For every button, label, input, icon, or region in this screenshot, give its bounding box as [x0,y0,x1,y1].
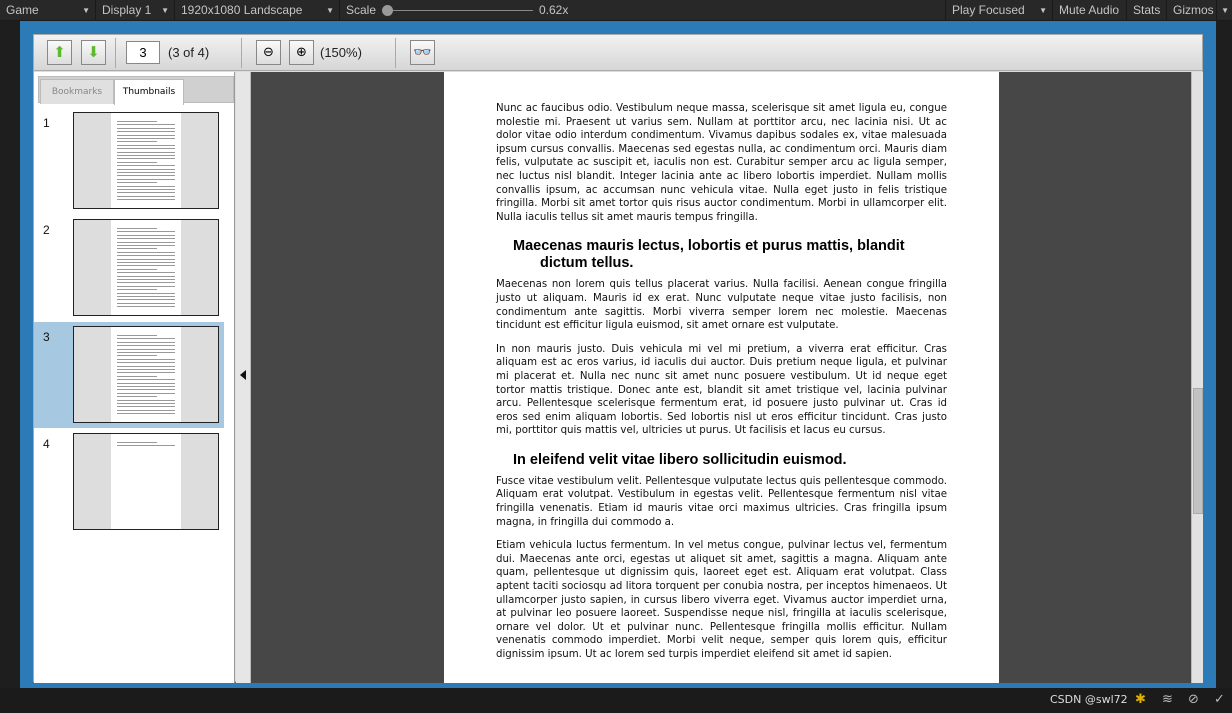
thumbnail-text-line [117,335,157,336]
thumbnail-page [111,434,181,529]
thumbnail-text-line [117,296,175,297]
arrow-down-icon: ⬇ [87,43,100,61]
resolution-dropdown[interactable] [175,0,340,21]
thumbnail-number: 3 [43,330,50,344]
thumbnail-item[interactable] [34,429,224,535]
thumbnail-text-line [117,413,175,414]
game-view-toolbar [0,0,1232,21]
paragraph: Maecenas non lorem quis tellus placerat varius. Nulla facilisi. Aenean congue fringilla justo ut aliquam. Mauris id ex erat. Nunc vulputate neque vitae justo facilisis, non condimentum ante sagittis. Morbi viverra semper lorem nec molestie. Maecenas tincidunt est efficitur ligula euismod, sit amet ornare est vulputate. [496,279,947,332]
thumbnail-number: 2 [43,223,50,237]
thumbnail-text-line [117,269,157,270]
thumbnail-text-line [117,155,175,156]
game-tab-dropdown[interactable] [0,0,96,21]
mute-audio-button[interactable]: Mute Audio [1053,0,1127,21]
thumbnail-text-line [117,276,175,277]
thumbnail-text-line [117,403,175,404]
network-icon: ⊘ [1188,692,1199,707]
play-focused-label: Play Focused [952,3,1025,17]
side-panel-tabs [38,76,234,103]
thumbnail-text-line [117,255,175,256]
thumbnail-text-line [117,379,175,380]
thumbnail-text-line [117,293,175,294]
thumbnail-text-line [117,199,175,200]
paragraph: In non mauris justo. Duis vehicula mi vel mi pretium, a viverra erat efficitur. Cras aliquam est ac eros varius, id iaculis dui auctor. Duis pretium neque ligula, et pulvinar mi placerat et. Nulla nec nunc sit amet nunc posuere vestibulum. Ut id neque eget tortor mattis tristique. Donec ante est, blandit sit amet tristique vel, lacinia pulvinar arcu. Pellentesque scelerisque fermentum erat, id posuere justo pulvinar ut. Cras id eros sed enim aliquam lobortis. Sed lobortis nisl ut eros efficitur tincidunt. Cras justo mi, porttitor quis mattis vel, ultricies ut purus. Ut facilisis et lacus eu cursus. [496,343,947,437]
bug-icon: ✱ [1135,692,1146,707]
thumbnail-text-line [117,242,175,243]
thumbnail-text-line [117,196,175,197]
paragraph: Etiam vehicula luctus fermentum. In vel metus congue, pulvinar lectus vel, fermentum dui. Maecenas ante orci, egestas ut aliquet sit amet, sagittis a magna. Aliquam ante quam, pellentesque ut dignissim quis, laoreet eget est. Aliquam erat volutpat. Class aptent taciti sociosqu ad litora torquent per conubia nostra, per inceptos himenaeos. Ut ullamcorper justo sapien, in cursus libero viverra eget. Vivamus auctor imperdiet urna, at pulvinar leo posuere laoreet. Suspendisse neque nisl, fringilla at iaculis scelerisque, ornare vel dolor. Ut et pulvinar nunc. Pellentesque fringilla mollis efficitur. Nullam venenatis commodo imperdiet. Morbi velit neque, semper quis lorem quis, efficitur dignissim ipsum. Ut ac lorem sed turpis imperdiet eleifend sit amet id sapien. [496,540,947,660]
thumbnail-text-line [117,303,175,304]
thumbnail-page [111,327,181,422]
thumbnail-text-line [117,383,175,384]
thumbnail-text-line [117,349,175,350]
zoom-out-button[interactable] [256,40,281,65]
divider [115,38,116,68]
gizmos-button[interactable]: Gizmos [1167,0,1217,21]
thumbnail-text-line [117,342,175,343]
thumbnail-text-line [117,393,175,394]
pdf-viewer [33,34,1203,682]
thumbnail-text-line [117,152,175,153]
thumbnail-text-line [117,369,175,370]
thumbnail-text-line [117,175,175,176]
zoom-out-icon: ⊖ [263,45,274,60]
scale-control [340,0,382,21]
thumbnail-text-line [117,158,175,159]
next-page-button[interactable] [81,40,106,65]
scrollbar-thumb[interactable] [1193,388,1203,514]
panel-splitter[interactable] [236,72,251,683]
viewer-toolbar [34,35,1202,71]
resolution-label: 1920x1080 Landscape [181,3,303,17]
thumbnail-text-line [117,386,175,387]
thumbnail-text-line [117,138,175,139]
thumbnail-text-line [117,362,175,363]
thumbnail-item[interactable] [34,215,224,321]
game-label: Game [6,3,39,17]
section-heading [513,238,947,272]
thumbnail-page [111,113,181,208]
find-button[interactable] [410,40,435,65]
scale-slider-track[interactable] [388,10,533,11]
thumbnail-text-line [117,306,175,307]
thumbnail-text-line [117,286,175,287]
thumbnail-text-line [117,169,175,170]
side-panel [34,72,235,683]
thumbnail-text-line [117,338,175,339]
paragraph: Fusce vitae vestibulum velit. Pellentesque vulputate lectus quis pellentesque commodo. Aliquam erat volutpat. Vestibulum in egestas velit. Pellentesque fermentum nisl vitae fringilla venenatis. Etiam id mauris vitae orci maximus ultricies. Cras fringilla ipsum magna, in fringilla dui commodo a. [496,475,947,528]
thumbnail-text-line [117,124,175,125]
divider [395,38,396,68]
thumbnail-text-line [117,238,175,239]
status-bar [0,688,1232,713]
cache-icon: ≋ [1162,692,1173,707]
display-label: Display 1 [102,3,152,17]
thumbnail-text-line [117,148,175,149]
thumbnail-text-line [117,262,175,263]
thumbnail-text-line [117,352,175,353]
thumbnail-text-line [117,128,175,129]
thumbnail-text-line [117,131,175,132]
thumbnail-text-line [117,389,175,390]
thumbnail-image [73,112,219,209]
zoom-in-icon: ⊕ [296,45,307,60]
thumbnail-text-line [117,248,157,249]
thumbnail-text-line [117,366,175,367]
scale-value: 0.62x [539,3,569,17]
thumbnail-text-line [117,410,175,411]
thumbnail-text-line [117,162,157,163]
thumbnail-text-line [117,355,157,356]
tab-bookmarks[interactable]: Bookmarks [40,79,114,104]
collapse-arrow-icon[interactable] [240,370,246,380]
thumbnail-text-line [117,189,175,190]
heading-line: dictum tellus. [540,255,634,272]
divider [241,38,242,68]
scale-slider-handle[interactable] [382,5,393,16]
thumbnail-text-line [117,135,175,136]
thumbnail-image [73,433,219,530]
zoom-in-button[interactable] [289,40,314,65]
thumbnail-text-line [117,359,175,360]
thumbnail-text-line [117,228,157,229]
chevron-down-icon: ▼ [326,6,334,15]
thumbnail-text-line [117,252,175,253]
thumbnail-text-line [117,231,175,232]
check-icon: ✓ [1214,692,1225,707]
thumbnail-text-line [117,442,157,443]
document-area [251,72,1191,683]
thumbnail-text-line [117,282,175,283]
vertical-scrollbar[interactable] [1191,72,1203,683]
chevron-down-icon: ▼ [1221,6,1229,15]
thumbnail-text-line [117,182,157,183]
scale-label: Scale [346,3,377,17]
thumbnail-number: 4 [43,437,50,451]
thumbnail-page [111,220,181,315]
thumbnail-text-line [117,259,175,260]
thumbnail-text-line [117,406,175,407]
thumbnail-text-line [117,186,175,187]
thumbnail-text-line [117,345,175,346]
thumbnail-text-line [117,272,175,273]
thumbnail-text-line [117,141,157,142]
thumbnail-text-line [117,279,175,280]
thumbnail-image [73,326,219,423]
section-heading: In eleifend velit vitae libero sollicitudin euismod. [513,451,847,468]
tab-thumbnails[interactable]: Thumbnails [114,79,184,105]
binoculars-icon: 👓 [413,43,432,61]
thumbnail-text-line [117,145,175,146]
watermark: CSDN @swl72 [1050,693,1128,706]
document-page [444,72,999,683]
thumbnail-text-line [117,400,175,401]
thumbnail-text-line [117,299,175,300]
thumbnail-text-line [117,165,175,166]
zoom-level: (150%) [320,45,362,60]
thumbnail-image [73,219,219,316]
thumbnail-text-line [117,289,157,290]
thumbnail-text-line [117,445,175,446]
thumbnail-text-line [117,245,175,246]
thumbnail-text-line [117,396,157,397]
thumbnail-text-line [117,192,175,193]
display-dropdown[interactable] [96,0,175,21]
thumbnail-number: 1 [43,116,50,130]
previous-page-button[interactable] [47,40,72,65]
chevron-down-icon: ▼ [161,6,169,15]
heading-line: Maecenas mauris lectus, lobortis et purus mattis, blandit [513,238,905,255]
chevron-down-icon: ▼ [1039,6,1047,15]
page-number-input[interactable]: 3 [126,41,160,64]
play-focused-dropdown[interactable] [945,0,1053,21]
thumbnail-text-line [117,235,175,236]
gizmos-dropdown[interactable] [1217,0,1232,21]
stats-button[interactable]: Stats [1127,0,1167,21]
thumbnail-text-line [117,172,175,173]
arrow-up-icon: ⬆ [53,43,66,61]
thumbnail-item[interactable] [34,108,224,214]
paragraph: Nunc ac faucibus odio. Vestibulum neque massa, scelerisque sit amet ligula eu, congue molestie mi. Praesent ut varius sem. Nullam at porttitor arcu, nec lacinia nisi. Ut ac dolor vitae odio interdum condimentum. Vivamus dapibus sodales ex, vitae malesuada ipsum cursus convallis. Maecenas sed egestas nulla, ac condimentum orci. Mauris diam felis, vulputate ac suscipit et, iaculis non est. Curabitur semper arcu ac ligula semper, nec luctus nisl blandit. Integer lacinia ante ac libero lobortis imperdiet. Nullam mollis convallis ipsum, ac accumsan nunc vehicula vitae. Nulla eget justo in felis tristique fringilla. Morbi sit amet tortor quis risus auctor condimentum. Morbi in ullamcorper elit. Nulla iaculis tellus sit amet mauris tempus fringilla. [496,103,947,223]
thumbnail-text-line [117,179,175,180]
thumbnail-item[interactable] [34,322,224,428]
thumbnail-text-line [117,265,175,266]
chevron-down-icon: ▼ [82,6,90,15]
thumbnail-text-line [117,372,175,373]
page-count: (3 of 4) [168,45,210,60]
thumbnail-text-line [117,121,157,122]
thumbnail-text-line [117,376,157,377]
